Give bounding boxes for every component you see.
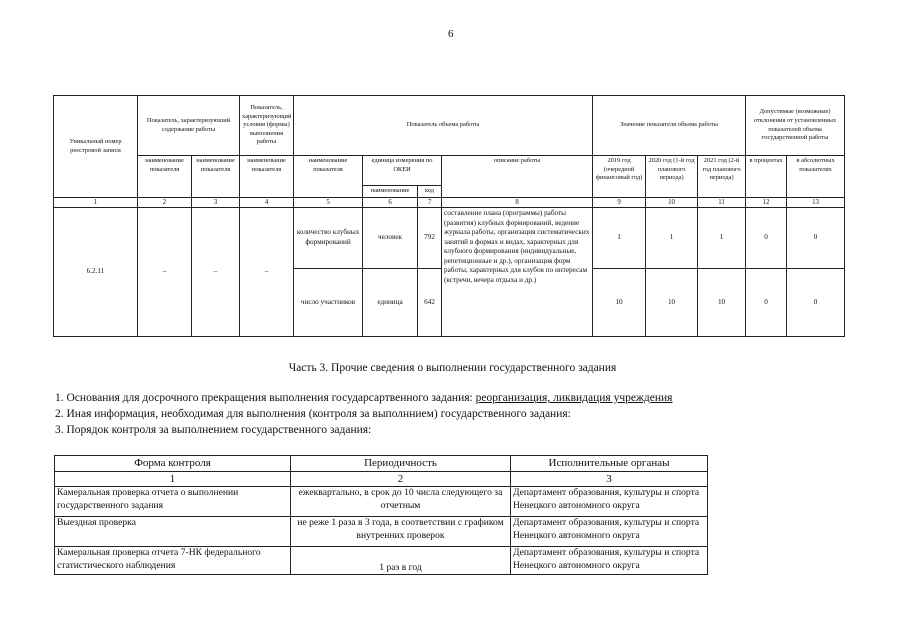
- subheader-absolute: в абсолютных показателях: [787, 156, 845, 198]
- value-2019: 1: [593, 208, 646, 269]
- part3-title: Часть 3. Прочие сведения о выполнении государственного задания: [288, 362, 617, 374]
- column-number: 7: [418, 198, 442, 208]
- header-content-indicator: Показатель, характеризуюший содержание работы: [138, 96, 240, 156]
- empty-dash: –: [240, 208, 294, 337]
- table-row: [55, 547, 708, 575]
- control-table: [54, 455, 708, 575]
- control-form: Камеральная проверка отчета о выполнении государственного задания: [55, 487, 291, 517]
- column-number: 1: [55, 471, 291, 487]
- early-termination-label: 1. Основания для досрочного прекращения выполнения государсартвенного задания:: [55, 392, 476, 404]
- subheader-name: наименование показателя: [240, 156, 294, 198]
- table-row: [54, 208, 845, 269]
- header-deviation: Допустимые (возможные) отклонения от установленных показателей объема государственной работы: [746, 96, 845, 156]
- early-termination-value: реорганизация, ликвидация учреждения: [475, 392, 673, 404]
- executive-body: Департамент образования, культуры и спорта Ненецкого автономного округа: [511, 547, 708, 575]
- work-description: составление плана (программы) работы (развития) клубных формирований, ведение журнала работы, организация систематических занятий в формах и видах, характерных для клубного формирования (индивидуальные, репетиционные и др.), организация форм работы, характерных для клубов по интересам (встречи, вечера отдыха и др.): [442, 208, 593, 337]
- indicator-name: количество клубных формирований: [294, 208, 363, 269]
- column-number: 12: [746, 198, 787, 208]
- subheader-unit-name: наименование: [363, 186, 418, 198]
- subheader-year-2020: 2020 год (1-й год планового периода): [646, 156, 698, 198]
- value-2021: 10: [698, 269, 746, 337]
- header-control-form: Форма контроля: [55, 456, 291, 472]
- unit-name: единица: [363, 269, 418, 337]
- periodicity: не реже 1 раза в 3 года, в соответствии с графиком внутренних проверок: [291, 517, 511, 547]
- column-number: 10: [646, 198, 698, 208]
- subheader-description: описание работы: [442, 156, 593, 198]
- subheader-name: наименование показателя: [294, 156, 363, 198]
- header-periodicity: Периодичность: [291, 456, 511, 472]
- page-number: 6: [448, 28, 454, 40]
- periodicity: 1 раз в год: [291, 547, 511, 575]
- deviation-percent: 0: [746, 208, 787, 269]
- unit-code: 642: [418, 269, 442, 337]
- other-info-line: 2. Иная информация, необходимая для выполнения (контроля за выполннием) государственного задания:: [55, 408, 571, 420]
- table-row: [55, 487, 708, 517]
- column-number: 3: [511, 471, 708, 487]
- table-row: [55, 517, 708, 547]
- registry-number: 6.2.11: [54, 208, 138, 337]
- column-number: 3: [192, 198, 240, 208]
- deviation-absolute: 0: [787, 269, 845, 337]
- work-volume-table: [53, 95, 845, 337]
- column-number: 6: [363, 198, 418, 208]
- column-number: 9: [593, 198, 646, 208]
- periodicity: ежеквартально, в срок до 10 числа следующего за отчетным: [291, 487, 511, 517]
- value-2019: 10: [593, 269, 646, 337]
- header-volume-value: Значение показателя объема работы: [593, 96, 746, 156]
- empty-dash: –: [192, 208, 240, 337]
- indicator-name: число участников: [294, 269, 363, 337]
- executive-body: Департамент образования, культуры и спорта Ненецкого автономного округа: [511, 487, 708, 517]
- executive-body: Департамент образования, культуры и спорта Ненецкого автономного округа: [511, 517, 708, 547]
- subheader-year-2019: 2019 год (очередной финансовый год): [593, 156, 646, 198]
- header-executive-bodies: Исполнительные органаы: [511, 456, 708, 472]
- early-termination-line: [55, 392, 672, 404]
- unit-name: человек: [363, 208, 418, 269]
- column-number: 11: [698, 198, 746, 208]
- value-2021: 1: [698, 208, 746, 269]
- deviation-percent: 0: [746, 269, 787, 337]
- subheader-year-2021: 2021 год (2-й год планового периода): [698, 156, 746, 198]
- subheader-percent: в процентах: [746, 156, 787, 198]
- column-number: 2: [291, 471, 511, 487]
- empty-dash: –: [138, 208, 192, 337]
- value-2020: 1: [646, 208, 698, 269]
- value-2020: 10: [646, 269, 698, 337]
- subheader-unit: единица измерения по ОКЕИ: [363, 156, 442, 186]
- column-number: 1: [54, 198, 138, 208]
- subheader-name: наименование показателя: [192, 156, 240, 198]
- header-volume-indicator: Показатель объема работы: [294, 96, 593, 156]
- control-procedure-line: 3. Порядок контроля за выполнением государственного задания:: [55, 424, 372, 436]
- column-number: 2: [138, 198, 192, 208]
- control-form: Камеральная проверка отчета 7-НК федерального статистического наблюдения: [55, 547, 291, 575]
- column-number: 13: [787, 198, 845, 208]
- control-form: Выездная проверка: [55, 517, 291, 547]
- subheader-name: наименование показателя: [138, 156, 192, 198]
- unit-code: 792: [418, 208, 442, 269]
- header-unique-number: Уникальный номер реестровой записи: [54, 96, 138, 198]
- deviation-absolute: 0: [787, 208, 845, 269]
- header-conditions-indicator: Показатель, характеризующий условия (формы) выполнения работы: [240, 96, 294, 156]
- column-number: 4: [240, 198, 294, 208]
- subheader-code: код: [418, 186, 442, 198]
- column-number: 8: [442, 198, 593, 208]
- column-number: 5: [294, 198, 363, 208]
